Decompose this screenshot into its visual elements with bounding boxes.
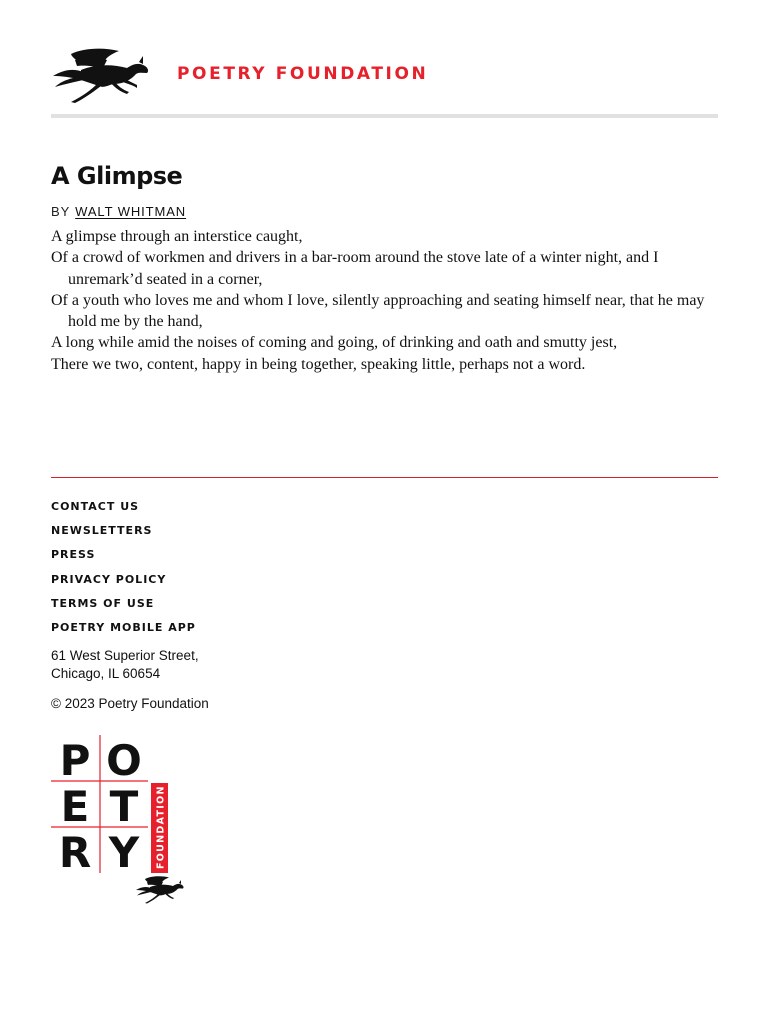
logo-letter: Y [108,828,140,877]
footer-link-contact-us[interactable]: CONTACT US [51,500,140,513]
pegasus-icon [136,876,184,903]
byline-label: BY [51,204,71,219]
logo-letter: P [59,736,91,785]
byline [51,204,186,219]
footer-nav [51,497,196,642]
footer-link-terms-of-use[interactable]: TERMS OF USE [51,596,155,610]
footer-divider [51,477,718,478]
footer-link-press[interactable]: PRESS [51,548,96,562]
address [51,647,199,682]
poem-line: There we two, content, happy in being together, speaking little, perhaps not a word. [51,355,586,373]
footer-link-newsletters[interactable]: NEWSLETTERS [51,524,153,538]
logo-letter: T [109,782,139,831]
logo-letter: O [106,736,142,785]
site-name-link[interactable]: POETRY FOUNDATION [177,64,429,84]
footer-link-privacy-policy[interactable]: PRIVACY POLICY [51,572,167,586]
copyright: © 2023 Poetry Foundation [51,696,209,711]
address-city: Chicago, IL 60654 [51,665,161,681]
address-street: 61 West Superior Street, [51,648,199,663]
poem-line: A long while amid the noises of coming and going, of drinking and oath and smutty jest, [51,334,618,352]
footer-link-mobile-app[interactable]: POETRY MOBILE APP [51,620,196,634]
poem-body [51,226,718,375]
poem-line: A glimpse through an interstice caught, [51,228,303,245]
poem-line: Of a youth who loves me and whom I love, silently approaching and seating himself near, that he may hold me by the hand, [51,291,705,331]
header-divider [51,114,718,118]
poetry-foundation-logo[interactable] [51,735,186,905]
logo-foundation-label: FOUNDATION [155,785,167,869]
site-header [51,44,718,104]
logo-letter: R [58,828,92,877]
pegasus-icon[interactable] [51,46,151,104]
poem-line: Of a crowd of workmen and drivers in a bar-room around the stove late of a winter night, and I unremark’d seated in a corner, [51,249,659,288]
author-link[interactable]: WALT WHITMAN [75,204,187,219]
poem-title: A Glimpse [51,162,183,190]
logo-letter: E [60,782,90,831]
